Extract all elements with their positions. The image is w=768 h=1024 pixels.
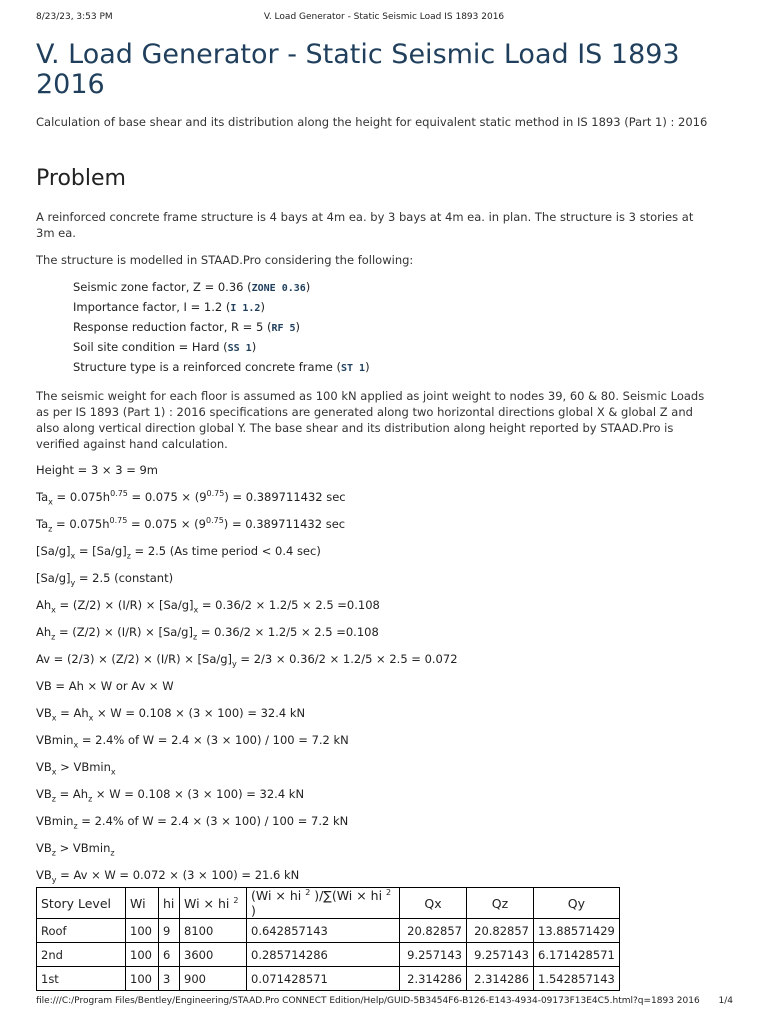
table-header-row <box>37 888 620 919</box>
page-title: V. Load Generator - Static Seismic Load IS 1893 2016 <box>36 39 680 100</box>
seismic-weight-paragraph: The seismic weight for each floor is assumed as 100 kN applied as joint weight to nodes 39, 60 & 80. Seismic Loads as per IS 1893 (Part 1) : 2016 specifications are generated along two horizontal directions global X & global Z and also along vertical direction global Y. The base shear and its distribution along height reported by STAAD.Pro is verified against hand calculation. <box>36 389 705 451</box>
print-footer-url: file:///C:/Program Files/Bentley/Engineering/STAAD.Pro CONNECT Edition/Help/GUID-5B3454F6-B126-E143-4934-09173F13E4C5.html?q=1893 2016 <box>36 996 700 1006</box>
col-hi: hi <box>159 888 180 919</box>
col-story-level: Story Level <box>37 888 126 919</box>
equation-vb: VB = Ah × W or Av × W <box>36 679 174 693</box>
staad-command: RF 5 <box>271 323 296 334</box>
col-ratio: (Wi × hi $^2$ )/∑(Wi × hi $^2$ ) <box>247 888 400 919</box>
problem-paragraph: A reinforced concrete frame structure is 4 bays at 4m ea. by 3 bays at 4m ea. in plan. The structure is 3 stories at 3m ea. <box>36 210 694 240</box>
equation-vbz: $VB_z = Ah_z \times W = 0.108 \times (3 \times 100) = 32.4$ kN <box>36 787 305 804</box>
equation-vbminz: VBmin$_z$ = 2.4% of W = 2.4 × (3 × 100) / 100 = 7.2 kN <box>36 814 349 831</box>
cell-story: 2nd <box>37 943 126 967</box>
cell-qx: 2.314286 <box>400 967 467 991</box>
cell-ratio: 0.071428571 <box>247 967 400 991</box>
col-qy: Qy <box>534 888 620 919</box>
cell-qz: 20.82857 <box>467 919 534 943</box>
calculation-steps <box>36 462 712 894</box>
cell-qz: 9.257143 <box>467 943 534 967</box>
conditions-list <box>36 278 712 378</box>
list-item: Structure type is a reinforced concrete frame (ST 1) <box>73 360 370 374</box>
document-body <box>36 40 712 894</box>
modelled-paragraph: The structure is modelled in STAAD.Pro considering the following: <box>36 253 414 267</box>
equation-sag-y: $[Sa/g]_y = 2.5$ (constant) <box>36 571 174 588</box>
cell-qy: 13.88571429 <box>534 919 620 943</box>
cell-story: Roof <box>37 919 126 943</box>
equation-taz: $Ta_z = 0.075h^{0.75} = 0.075 \times (9^{0.75}) = 0.389711432$ sec <box>36 516 346 534</box>
cell-hi: 6 <box>159 943 180 967</box>
cell-wi: 100 <box>126 967 159 991</box>
cell-qx: 9.257143 <box>400 943 467 967</box>
lead-paragraph: Calculation of base shear and its distribution along the height for equivalent static method in IS 1893 (Part 1) : 2016 <box>36 115 708 129</box>
cell-qz: 2.314286 <box>467 967 534 991</box>
list-item: Response reduction factor, R = 5 (RF 5) <box>73 320 301 334</box>
table-row <box>37 967 620 991</box>
print-datetime: 8/23/23, 3:53 PM <box>36 12 113 22</box>
list-item: Importance factor, I = 1.2 (I 1.2) <box>73 300 265 314</box>
equation-vbminx: VBmin$_x$ = 2.4% of W = 2.4 × (3 × 100) / 100 = 7.2 kN <box>36 733 349 750</box>
cell-hi: 3 <box>159 967 180 991</box>
cell-wihi2: 8100 <box>180 919 247 943</box>
table-row <box>37 919 620 943</box>
distribution-table <box>36 887 620 991</box>
list-item: Soil site condition = Hard (SS 1) <box>73 340 257 354</box>
staad-command: ST 1 <box>341 363 366 374</box>
cell-wihi2: 900 <box>180 967 247 991</box>
equation-vby: $VB_y = Av \times W = 0.072 \times (3 \times 100) = 21.6$ kN <box>36 868 300 885</box>
cell-qx: 20.82857 <box>400 919 467 943</box>
equation-ahx: $Ah_x = (Z/2) \times (I/R) \times [Sa/g]_x = 0.36/2 \times 1.2/5 \times 2.5 =0.108$ <box>36 598 380 615</box>
cell-story: 1st <box>37 967 126 991</box>
list-item: Seismic zone factor, Z = 0.36 (ZONE 0.36) <box>73 280 311 294</box>
equation-vbz-compare: $VB_z > VBmin_z$ <box>36 841 115 858</box>
cell-wi: 100 <box>126 943 159 967</box>
cell-qy: 6.171428571 <box>534 943 620 967</box>
equation-av: $Av = (2/3) \times (Z/2) \times (I/R) \times [Sa/g]_y = 2/3 \times 0.36/2 \times 1.2/5 \times 2.5 = 0.072$ <box>36 652 458 669</box>
equation-height: Height = 3 × 3 = 9m <box>36 463 159 477</box>
equation-tax: $Ta_x = 0.075h^{0.75} = 0.075 \times (9^{0.75}) = 0.389711432$ sec <box>36 489 346 507</box>
staad-command: SS 1 <box>227 343 252 354</box>
section-heading-problem: Problem <box>36 166 126 191</box>
cell-hi: 9 <box>159 919 180 943</box>
cell-ratio: 0.285714286 <box>247 943 400 967</box>
table-row <box>37 943 620 967</box>
col-qz: Qz <box>467 888 534 919</box>
col-wihi2: Wi × hi $^2$ <box>180 888 247 919</box>
equation-vbx-compare: $VB_x > VBmin_x$ <box>36 760 116 777</box>
equation-sag-xz: $[Sa/g]_x = [Sa/g]_z = 2.5$ (As time period < 0.4 sec) <box>36 544 321 561</box>
cell-wihi2: 3600 <box>180 943 247 967</box>
equation-ahz: $Ah_z = (Z/2) \times (I/R) \times [Sa/g]_z = 0.36/2 \times 1.2/5 \times 2.5 =0.108$ <box>36 625 379 642</box>
cell-qy: 1.542857143 <box>534 967 620 991</box>
print-page-number: 1/4 <box>718 996 733 1006</box>
staad-command: I 1.2 <box>230 303 261 314</box>
cell-ratio: 0.642857143 <box>247 919 400 943</box>
equation-vbx: $VB_x = Ah_x \times W = 0.108 \times (3 \times 100) = 32.4$ kN <box>36 706 306 723</box>
cell-wi: 100 <box>126 919 159 943</box>
staad-command: ZONE 0.36 <box>251 283 306 294</box>
print-header-title: V. Load Generator - Static Seismic Load IS 1893 2016 <box>263 12 505 22</box>
col-wi: Wi <box>126 888 159 919</box>
col-qx: Qx <box>400 888 467 919</box>
